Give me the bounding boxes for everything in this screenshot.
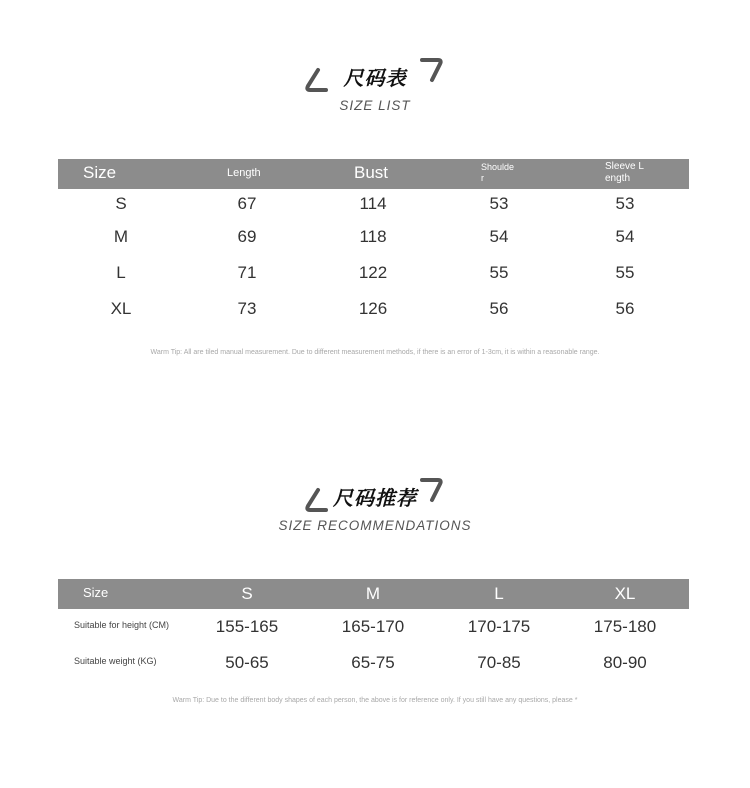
cell-weight-s: 50-65: [225, 653, 269, 672]
header-size: Size: [83, 163, 117, 182]
header-xl: XL: [614, 584, 636, 603]
cell-sleeve: 53: [615, 194, 635, 213]
right-bracket-decoration: [420, 476, 448, 504]
cell-sleeve: 56: [615, 299, 635, 318]
size-list-warm-tip: Warm Tip: All are tiled manual measurement. Due to different measurement methods, if there is an error of 1-3cm, it is within a reasonable range.: [150, 349, 600, 356]
size-rec-title-en: SIZE RECOMMENDATIONS: [278, 518, 472, 533]
right-bracket-decoration: [420, 56, 448, 84]
cell-length: 69: [237, 227, 257, 246]
size-rec-header-row: [58, 579, 689, 609]
header-sleeve-line1: Sleeve L: [605, 161, 644, 172]
cell-shoulder: 56: [489, 299, 509, 318]
row-label-height: Suitable for height (CM): [74, 620, 170, 630]
size-rec-title-block: [0, 482, 750, 562]
cell-size: L: [116, 263, 126, 282]
cell-bust: 118: [359, 227, 387, 246]
cell-height-m: 165-170: [341, 617, 405, 636]
row-label-weight: Suitable weight (KG): [74, 656, 157, 666]
header-sleeve-line2: ength: [605, 173, 631, 184]
cell-weight-xl: 80-90: [603, 653, 647, 672]
header-l: L: [494, 584, 504, 603]
cell-length: 71: [237, 263, 257, 282]
cell-height-s: 155-165: [215, 617, 279, 636]
cell-size: S: [115, 194, 127, 213]
cell-weight-l: 70-85: [477, 653, 521, 672]
header-s: S: [241, 584, 253, 603]
size-rec-warm-tip: Warm Tip: Due to the different body shapes of each person, the above is for reference only. If you still have any questions, please *: [172, 697, 578, 704]
cell-bust: 114: [359, 194, 387, 213]
cell-bust: 126: [358, 299, 388, 318]
cell-shoulder: 53: [489, 194, 509, 213]
size-list-title-block: [0, 62, 750, 142]
size-list-header-row: [58, 159, 689, 189]
header-shoulder-line1: Shoulde: [481, 162, 515, 172]
cell-height-xl: 175-180: [593, 617, 657, 636]
cell-sleeve: 55: [615, 263, 635, 282]
cell-sleeve: 54: [615, 227, 635, 246]
cell-size: M: [113, 227, 129, 246]
header-bust: Bust: [354, 163, 389, 182]
cell-shoulder: 54: [489, 227, 509, 246]
cell-shoulder: 55: [489, 263, 509, 282]
cell-bust: 122: [358, 263, 388, 282]
size-rec-title-cn: 尺码推荐: [333, 486, 417, 510]
header-m: M: [365, 584, 381, 603]
cell-length: 73: [237, 299, 257, 318]
size-list-table: [58, 159, 689, 329]
header-length: Length: [227, 167, 261, 179]
cell-length: 67: [237, 194, 257, 213]
cell-size: XL: [110, 299, 132, 318]
header-size: Size: [83, 585, 109, 600]
cell-weight-m: 65-75: [351, 653, 395, 672]
cell-height-l: 170-175: [467, 617, 531, 636]
size-list-title-cn: 尺码表: [343, 66, 407, 90]
size-list-title-en: SIZE LIST: [339, 98, 411, 113]
header-shoulder-line2: r: [481, 173, 484, 183]
size-rec-table: [58, 579, 689, 679]
